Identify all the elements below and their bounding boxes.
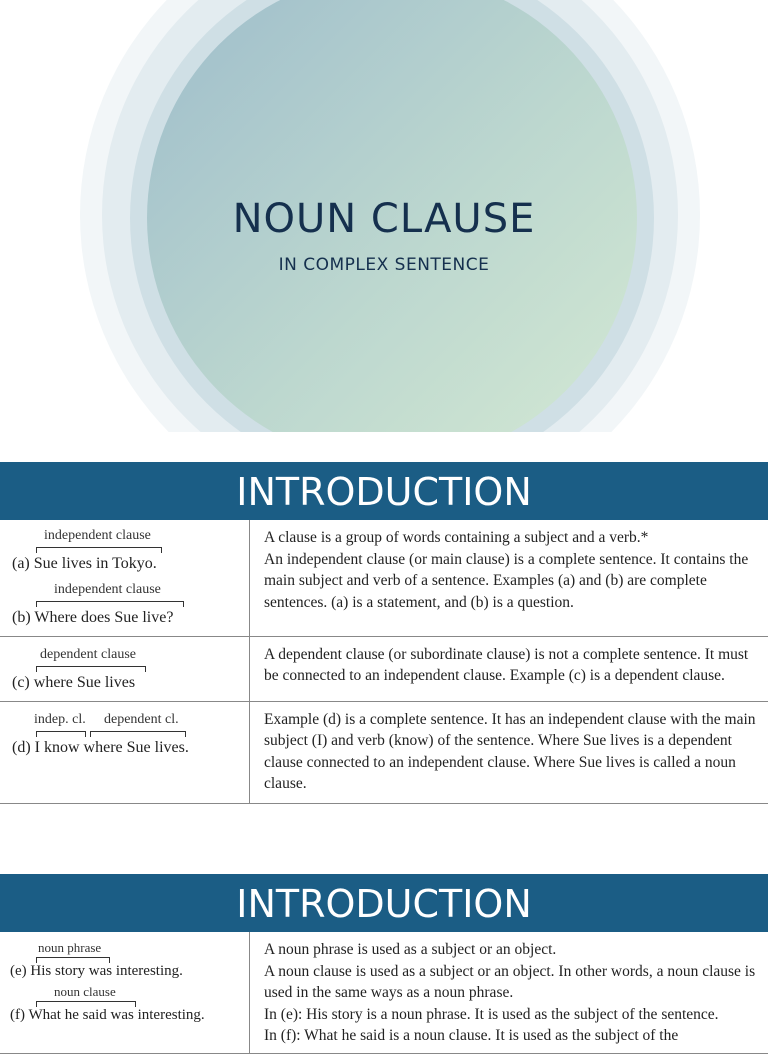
introduction-banner: INTRODUCTION [0, 462, 768, 520]
example-cell [0, 520, 250, 636]
bracket [36, 666, 146, 672]
example-b: (b) Where does Sue live? [12, 609, 173, 627]
definition-text: A dependent clause (or subordinate clause) is not a complete sentence. It must be connected to an independent clause. Example (c) is a dependent clause. [264, 644, 760, 687]
slide-title: NOUN CLAUSE [0, 196, 768, 242]
table-row [0, 636, 768, 701]
clause-label: noun phrase [38, 940, 101, 956]
example-e: (e) His story was interesting. [10, 963, 183, 980]
table-row [0, 932, 768, 1053]
definition-text: A noun phrase is used as a subject or an object. [264, 939, 760, 961]
clause-table [0, 520, 768, 804]
clause-label: dependent clause [40, 647, 136, 663]
definition-text: In (e): His story is a noun phrase. It is used as the subject of the sentence. [264, 1004, 760, 1026]
example-cell [0, 636, 250, 701]
clause-label: dependent cl. [104, 712, 179, 728]
definition-text: Example (d) is a complete sentence. It has an independent clause with the main subject (I) and verb (know) of the sentence. Where Sue lives is a dependent clause connected to an independent clause. Where Sue lives is called a noun clause. [264, 709, 760, 795]
title-slide [0, 0, 768, 432]
clause-label: noun clause [54, 984, 116, 1000]
definition-text: A noun clause is used as a subject or an object. In other words, a noun clause is used in the same ways as a noun phrase. [264, 961, 760, 1004]
example-cell [0, 932, 250, 1053]
explanation-cell [250, 636, 768, 701]
explanation-cell [250, 701, 768, 803]
bracket [90, 731, 186, 737]
table-row [0, 520, 768, 636]
example-c: (c) where Sue lives [12, 674, 135, 692]
example-d: (d) I know where Sue lives. [12, 739, 189, 757]
example-cell [0, 701, 250, 803]
definition-text: A clause is a group of words containing a subject and a verb.* [264, 527, 760, 549]
introduction-banner: INTRODUCTION [0, 874, 768, 932]
definition-text: In (f): What he said is a noun clause. It is used as the subject of the [264, 1025, 760, 1047]
bracket [36, 731, 86, 737]
example-f: (f) What he said was interesting. [10, 1007, 205, 1024]
explanation-cell [250, 520, 768, 636]
example-a: (a) Sue lives in Tokyo. [12, 555, 157, 573]
clause-label: independent clause [44, 528, 151, 544]
slide-subtitle: IN COMPLEX SENTENCE [0, 255, 768, 275]
definition-text: An independent clause (or main clause) is a complete sentence. It contains the main subject and verb of a sentence. Examples (a) and (b) are complete sentences. (a) is a statement, and (b) is a question. [264, 549, 760, 614]
table-row [0, 701, 768, 803]
explanation-cell [250, 932, 768, 1053]
clause-label: indep. cl. [34, 712, 86, 728]
bracket [36, 601, 184, 607]
bracket [36, 547, 162, 553]
phrase-table [0, 932, 768, 1054]
clause-label: independent clause [54, 582, 161, 598]
